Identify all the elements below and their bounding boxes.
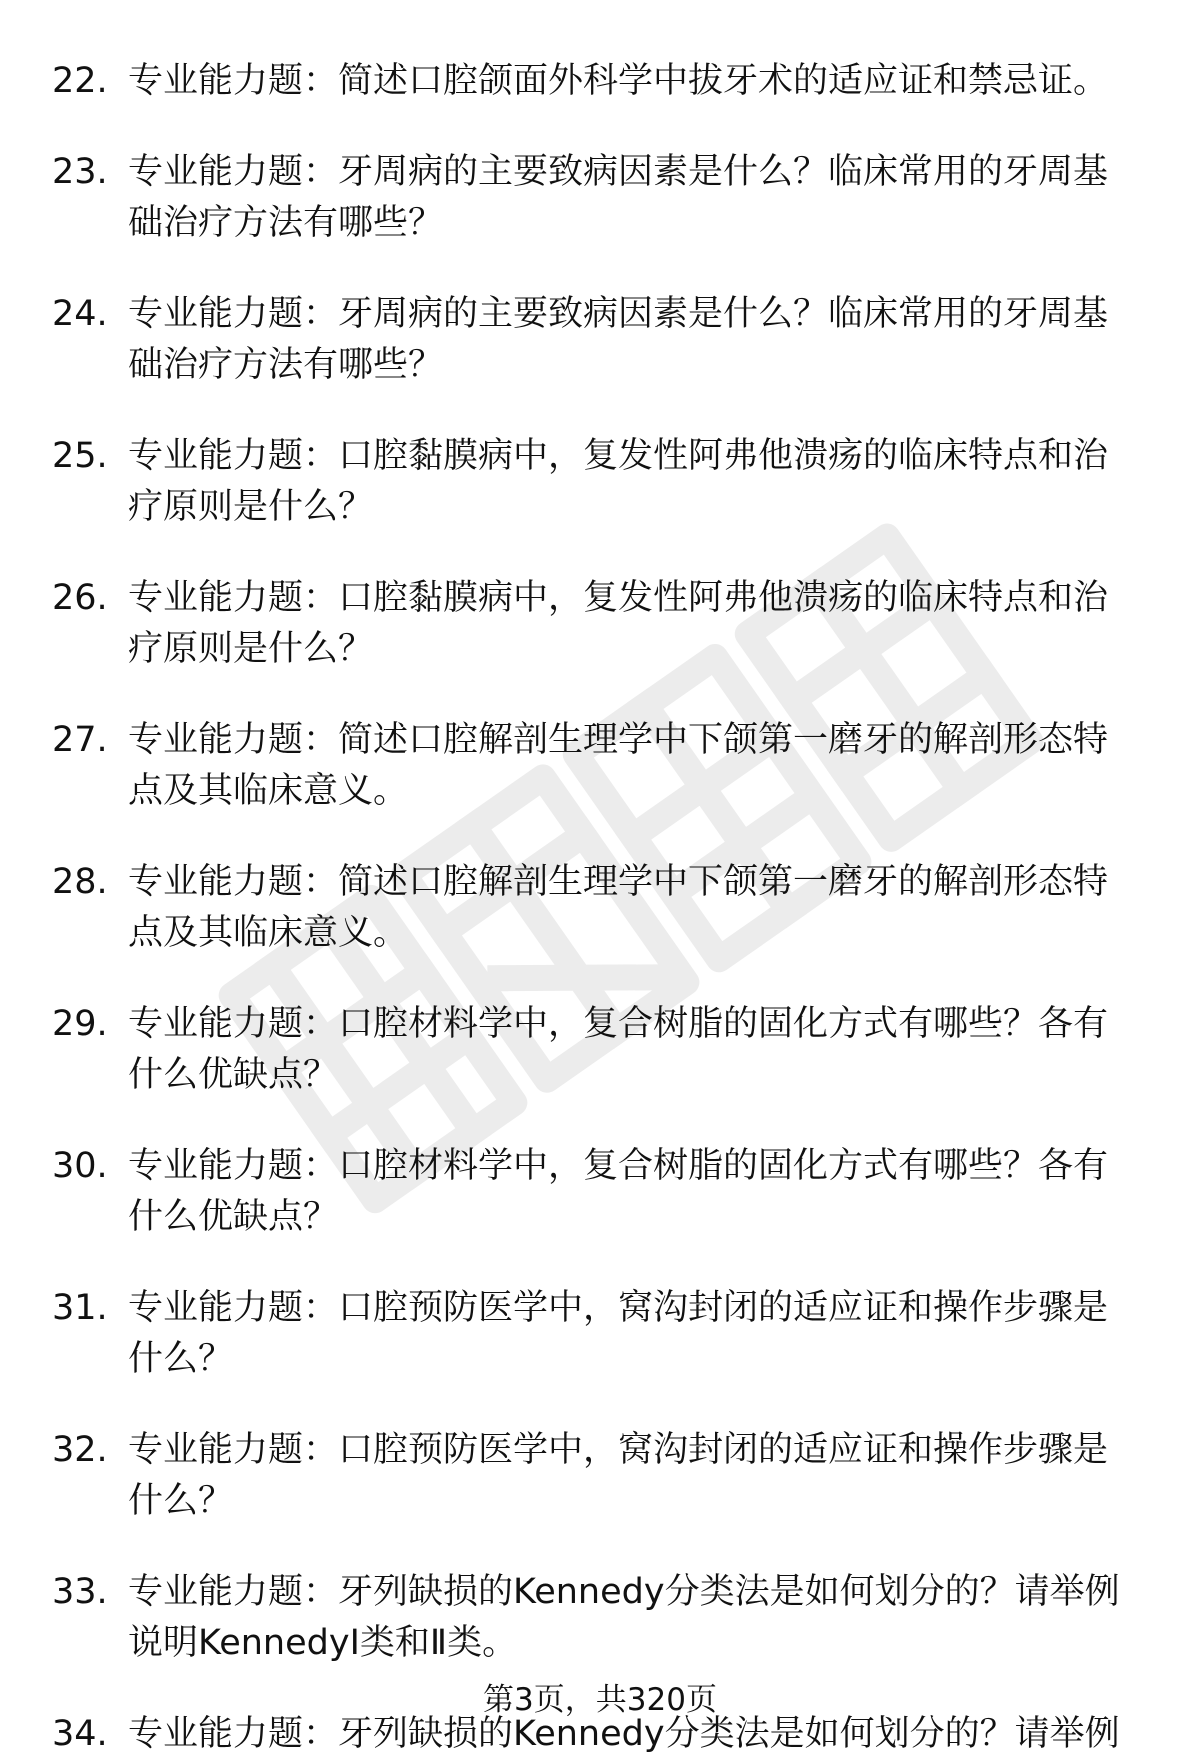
question-number: 27.	[52, 720, 108, 760]
question-text: 专业能力题：口腔黏膜病中，复发性阿弗他溃疡的临床特点和治 疗原则是什么？	[128, 578, 1109, 669]
question-text: 专业能力题：口腔材料学中，复合树脂的固化方式有哪些？各有 什么优缺点？	[128, 1004, 1109, 1095]
question-item	[52, 56, 1152, 107]
question-text: 专业能力题：口腔材料学中，复合树脂的固化方式有哪些？各有 什么优缺点？	[128, 1146, 1109, 1237]
question-item	[52, 1283, 1152, 1385]
question-item	[52, 857, 1152, 959]
question-text: 专业能力题：简述口腔颌面外科学中拔牙术的适应证和禁忌证。	[128, 61, 1109, 101]
question-text: 专业能力题：口腔预防医学中，窝沟封闭的适应证和操作步骤是 什么？	[128, 1430, 1109, 1521]
question-text: 专业能力题：口腔预防医学中，窝沟封闭的适应证和操作步骤是 什么？	[128, 1288, 1109, 1379]
question-item	[52, 573, 1152, 675]
question-item	[52, 1141, 1152, 1243]
question-list	[52, 56, 1152, 1755]
question-text: 专业能力题：简述口腔解剖生理学中下颌第一磨牙的解剖形态特 点及其临床意义。	[128, 862, 1109, 953]
question-text: 专业能力题：简述口腔解剖生理学中下颌第一磨牙的解剖形态特 点及其临床意义。	[128, 720, 1109, 811]
question-item	[52, 1567, 1152, 1669]
question-text: 专业能力题：牙周病的主要致病因素是什么？临床常用的牙周基 础治疗方法有哪些？	[128, 152, 1109, 243]
question-number: 34.	[52, 1714, 108, 1754]
page-footer: 第3页，共320页	[483, 1682, 717, 1718]
question-item	[52, 999, 1152, 1101]
question-number: 26.	[52, 578, 108, 618]
question-number: 29.	[52, 1004, 108, 1044]
question-number: 32.	[52, 1430, 108, 1470]
question-item	[52, 715, 1152, 817]
question-number: 25.	[52, 436, 108, 476]
question-number: 31.	[52, 1288, 108, 1328]
question-text: 专业能力题：口腔黏膜病中，复发性阿弗他溃疡的临床特点和治 疗原则是什么？	[128, 436, 1109, 527]
question-item	[52, 1425, 1152, 1527]
question-number: 33.	[52, 1572, 108, 1612]
question-item	[52, 289, 1152, 391]
question-item	[52, 147, 1152, 249]
question-number: 30.	[52, 1146, 108, 1186]
question-text: 专业能力题：牙列缺损的Kennedy分类法是如何划分的？请举例	[128, 1714, 1120, 1754]
question-item	[52, 431, 1152, 533]
question-text: 专业能力题：牙列缺损的Kennedy分类法是如何划分的？请举例 说明KennedyⅠ类和Ⅱ类。	[128, 1572, 1120, 1663]
question-number: 22.	[52, 61, 108, 101]
question-number: 28.	[52, 862, 108, 902]
question-number: 24.	[52, 294, 108, 334]
question-number: 23.	[52, 152, 108, 192]
question-text: 专业能力题：牙周病的主要致病因素是什么？临床常用的牙周基 础治疗方法有哪些？	[128, 294, 1109, 385]
